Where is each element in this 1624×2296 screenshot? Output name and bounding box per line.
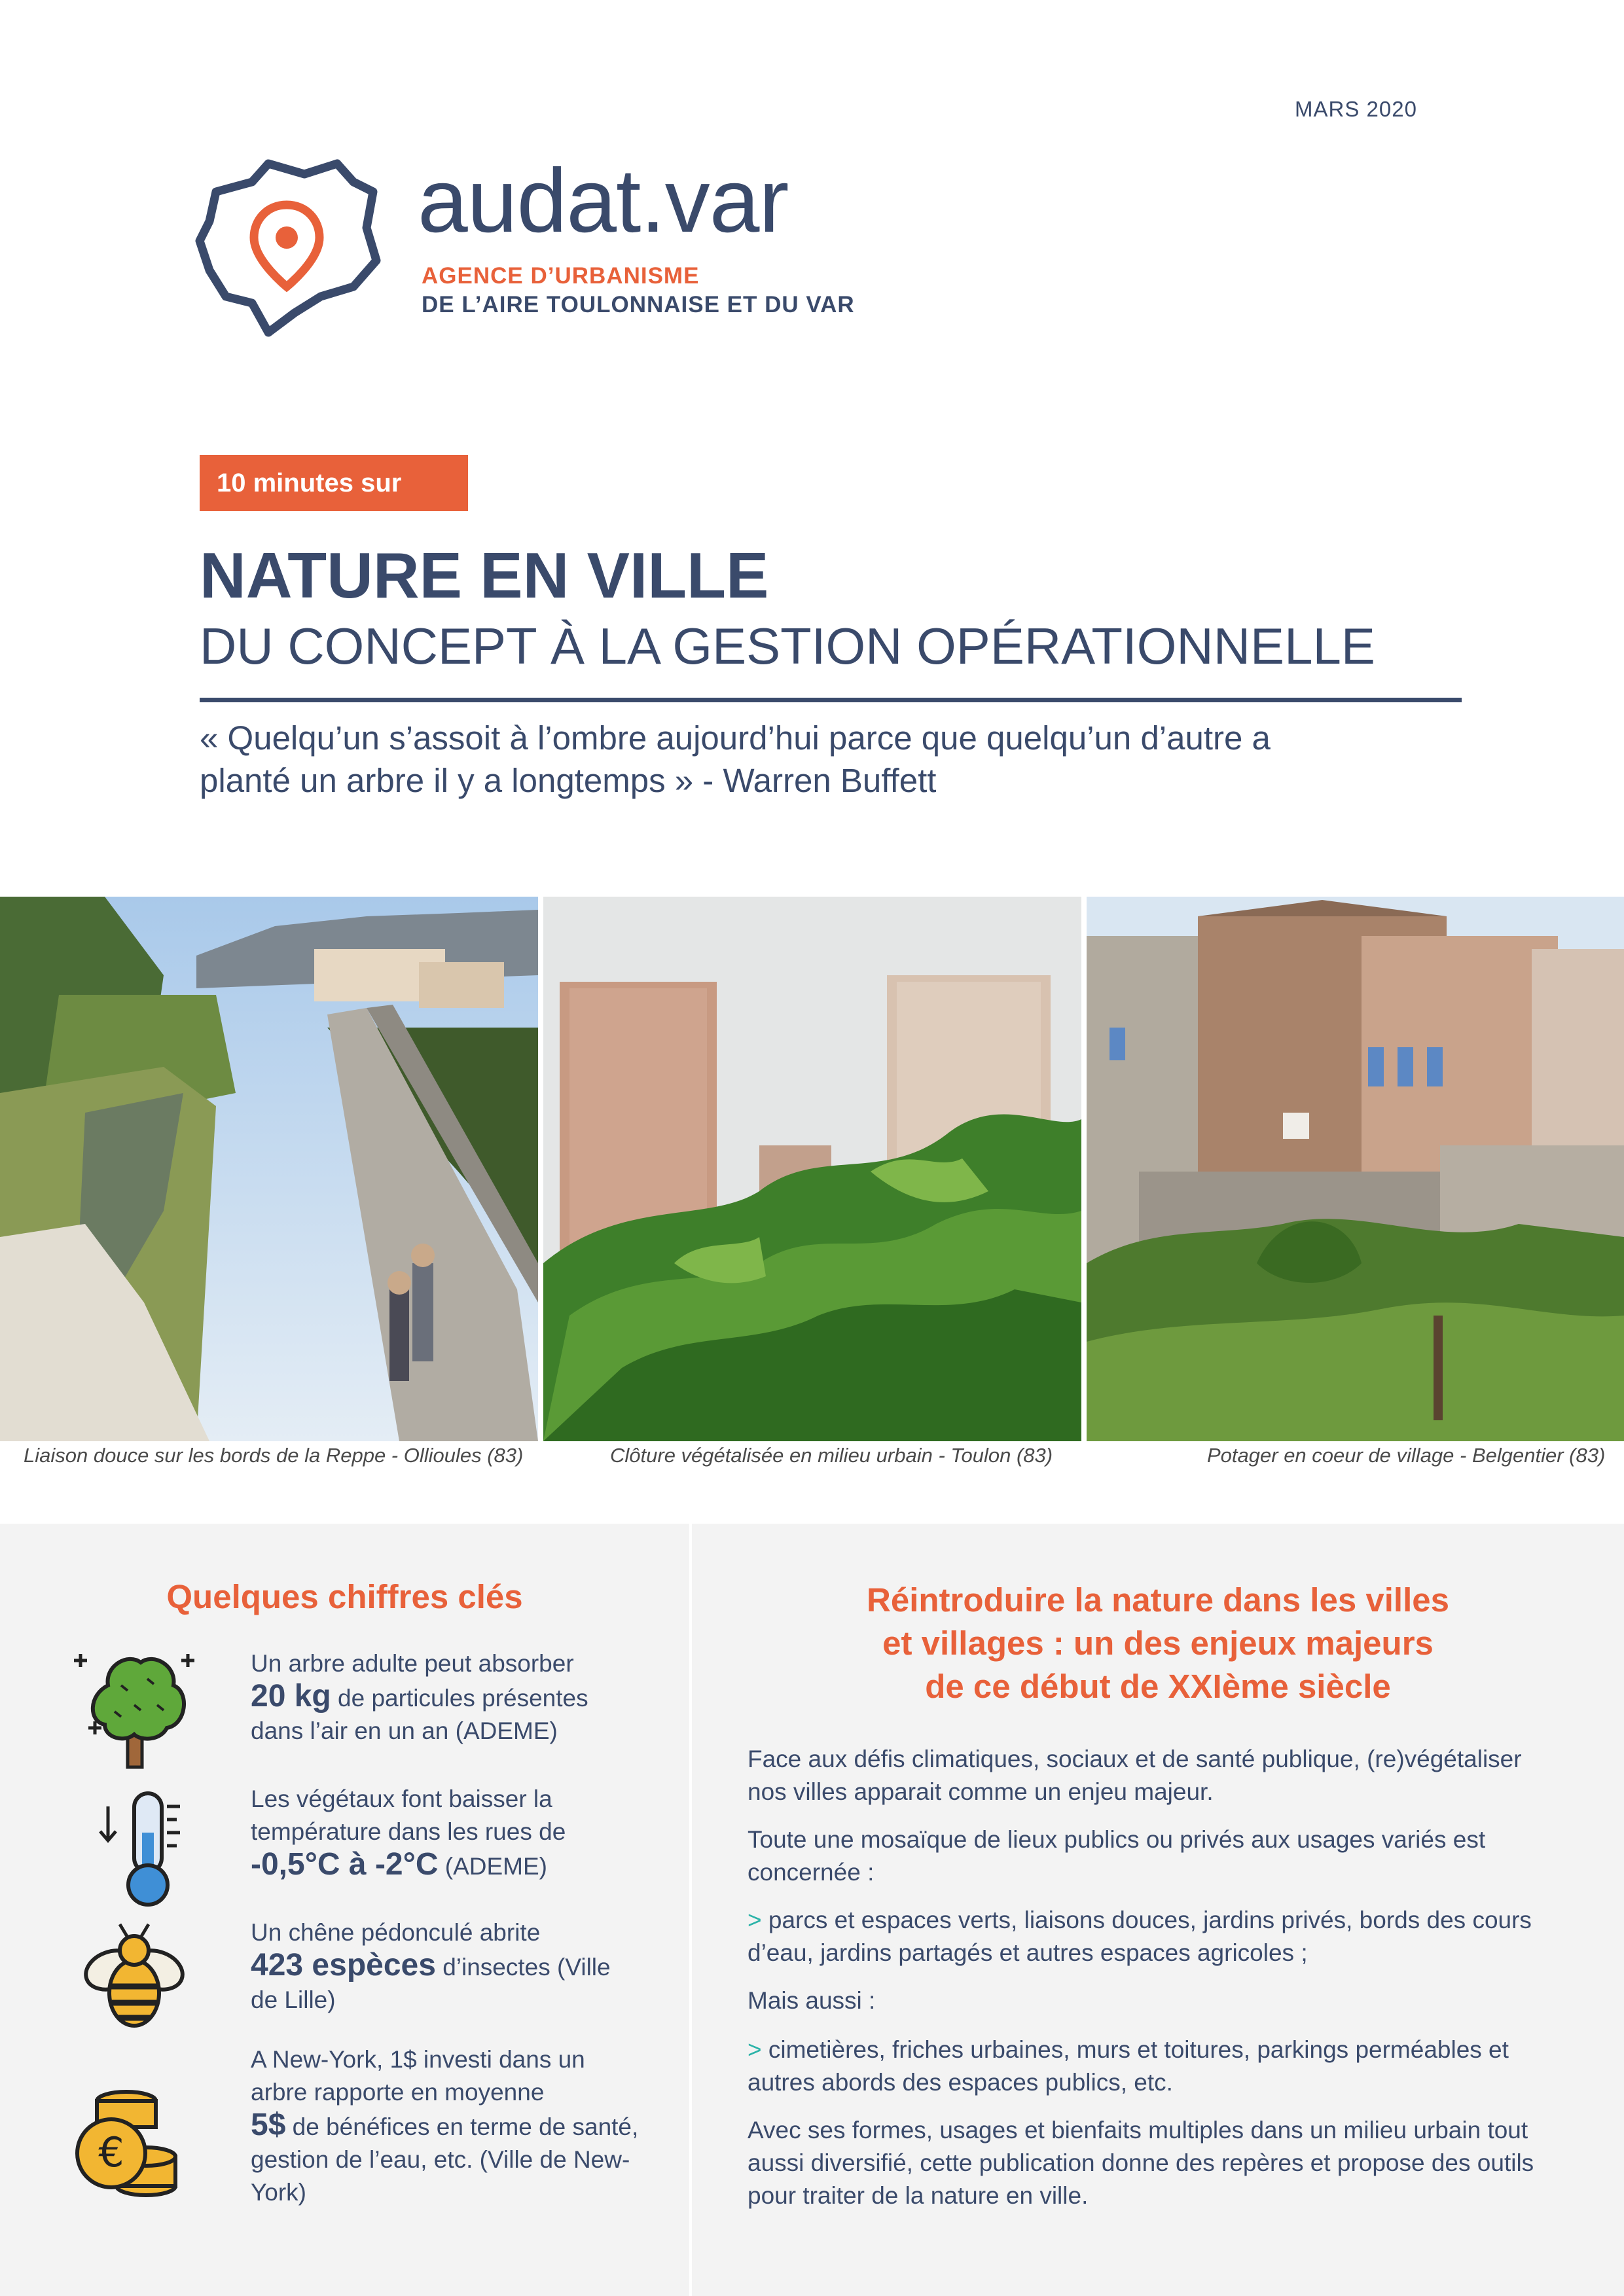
- photo-village-garden: [1087, 897, 1624, 1441]
- photo-caption-1: Liaison douce sur les bords de la Reppe - Ollioules (83): [24, 1444, 524, 1467]
- brand-name: audat.var: [418, 151, 789, 251]
- reintroduce-title-line-1: Réintroduire la nature dans les villes: [867, 1581, 1449, 1619]
- thermometer-icon: [79, 1780, 209, 1911]
- var-map-logo-icon: [190, 156, 386, 339]
- tree-icon: [69, 1640, 200, 1770]
- key-figures-title: Quelques chiffres clés: [166, 1578, 523, 1615]
- photo-caption-2: Clôture végétalisée en milieu urbain - Toulon (83): [610, 1444, 1053, 1467]
- paragraph-1: Face aux défis climatiques, sociaux et de santé publique, (re)végétaliser nos villes apparait comme un enjeu majeur.: [748, 1746, 1522, 1805]
- title-divider: [200, 698, 1462, 702]
- key-figure-3: Un chêne pédonculé abrite 423 espèces d’insectes (Ville de Lille): [251, 1919, 611, 2013]
- reintroduce-title-line-3: de ce début de XXIème siècle: [925, 1668, 1391, 1705]
- quote-line-1: « Quelqu’un s’assoit à l’ombre aujourd’hui parce que quelqu’un d’autre a: [200, 719, 1271, 757]
- reintroduce-title: [692, 1579, 1624, 1708]
- publication-date: MARS 2020: [1295, 97, 1417, 121]
- bee-icon: [69, 1914, 200, 2045]
- key-figure-4: A New-York, 1$ investi dans un arbre rapporte en moyenne 5$ de bénéfices en terme de santé, gestion de l’eau, etc. (Ville de New-York): [251, 2046, 639, 2206]
- paragraph-2: Toute une mosaïque de lieux publics ou privés aux usages variés est concernée :: [748, 1826, 1486, 1886]
- reintroduce-title-line-2: et villages : un des enjeux majeurs: [882, 1624, 1434, 1662]
- key-figure-1: Un arbre adulte peut absorber 20 kg de particules présentes dans l’air en un an (ADEME): [251, 1650, 588, 1744]
- bullet-list-2: > cimetières, friches urbaines, murs et toitures, parkings perméables et autres abords des espaces publics, etc.: [748, 2036, 1509, 2096]
- series-badge: 10 minutes sur: [200, 455, 468, 511]
- key-figure-2: Les végétaux font baisser la température dans les rues de -0,5°C à -2°C (ADEME): [251, 1785, 566, 1882]
- arrow-icon: >: [748, 2036, 762, 2063]
- page-subtitle: DU CONCEPT À LA GESTION OPÉRATIONNELLE: [200, 617, 1375, 675]
- bullet-list-1: > parcs et espaces verts, liaisons douces, jardins privés, bords des cours d’eau, jardins partagés et autres espaces agricoles ;: [748, 1907, 1532, 1966]
- paragraph-4: Avec ses formes, usages et bienfaits multiples dans un milieu urbain tout aussi diversifié, cette publication donne des repères et propose des outils pour traiter de la nature en ville.: [748, 2117, 1534, 2209]
- page-title: NATURE EN VILLE: [200, 539, 769, 611]
- arrow-icon: >: [748, 1907, 762, 1933]
- photo-green-fence: [543, 897, 1081, 1441]
- photo-caption-3: Potager en coeur de village - Belgentier (83): [1207, 1444, 1606, 1467]
- quote-line-2: planté un arbre il y a longtemps » - Warren Buffett: [200, 762, 937, 799]
- photo-river-path: [0, 897, 538, 1441]
- paragraph-3: Mais aussi :: [748, 1987, 876, 2014]
- quote: [200, 717, 1483, 802]
- coins-icon: [71, 2072, 202, 2202]
- brand-subtitle-1: AGENCE D’URBANISME: [422, 263, 700, 289]
- svg-text:€: €: [98, 2128, 124, 2176]
- brand-subtitle-2: DE L’AIRE TOULONNAISE ET DU VAR: [422, 292, 855, 317]
- photo-strip: [0, 897, 1624, 1441]
